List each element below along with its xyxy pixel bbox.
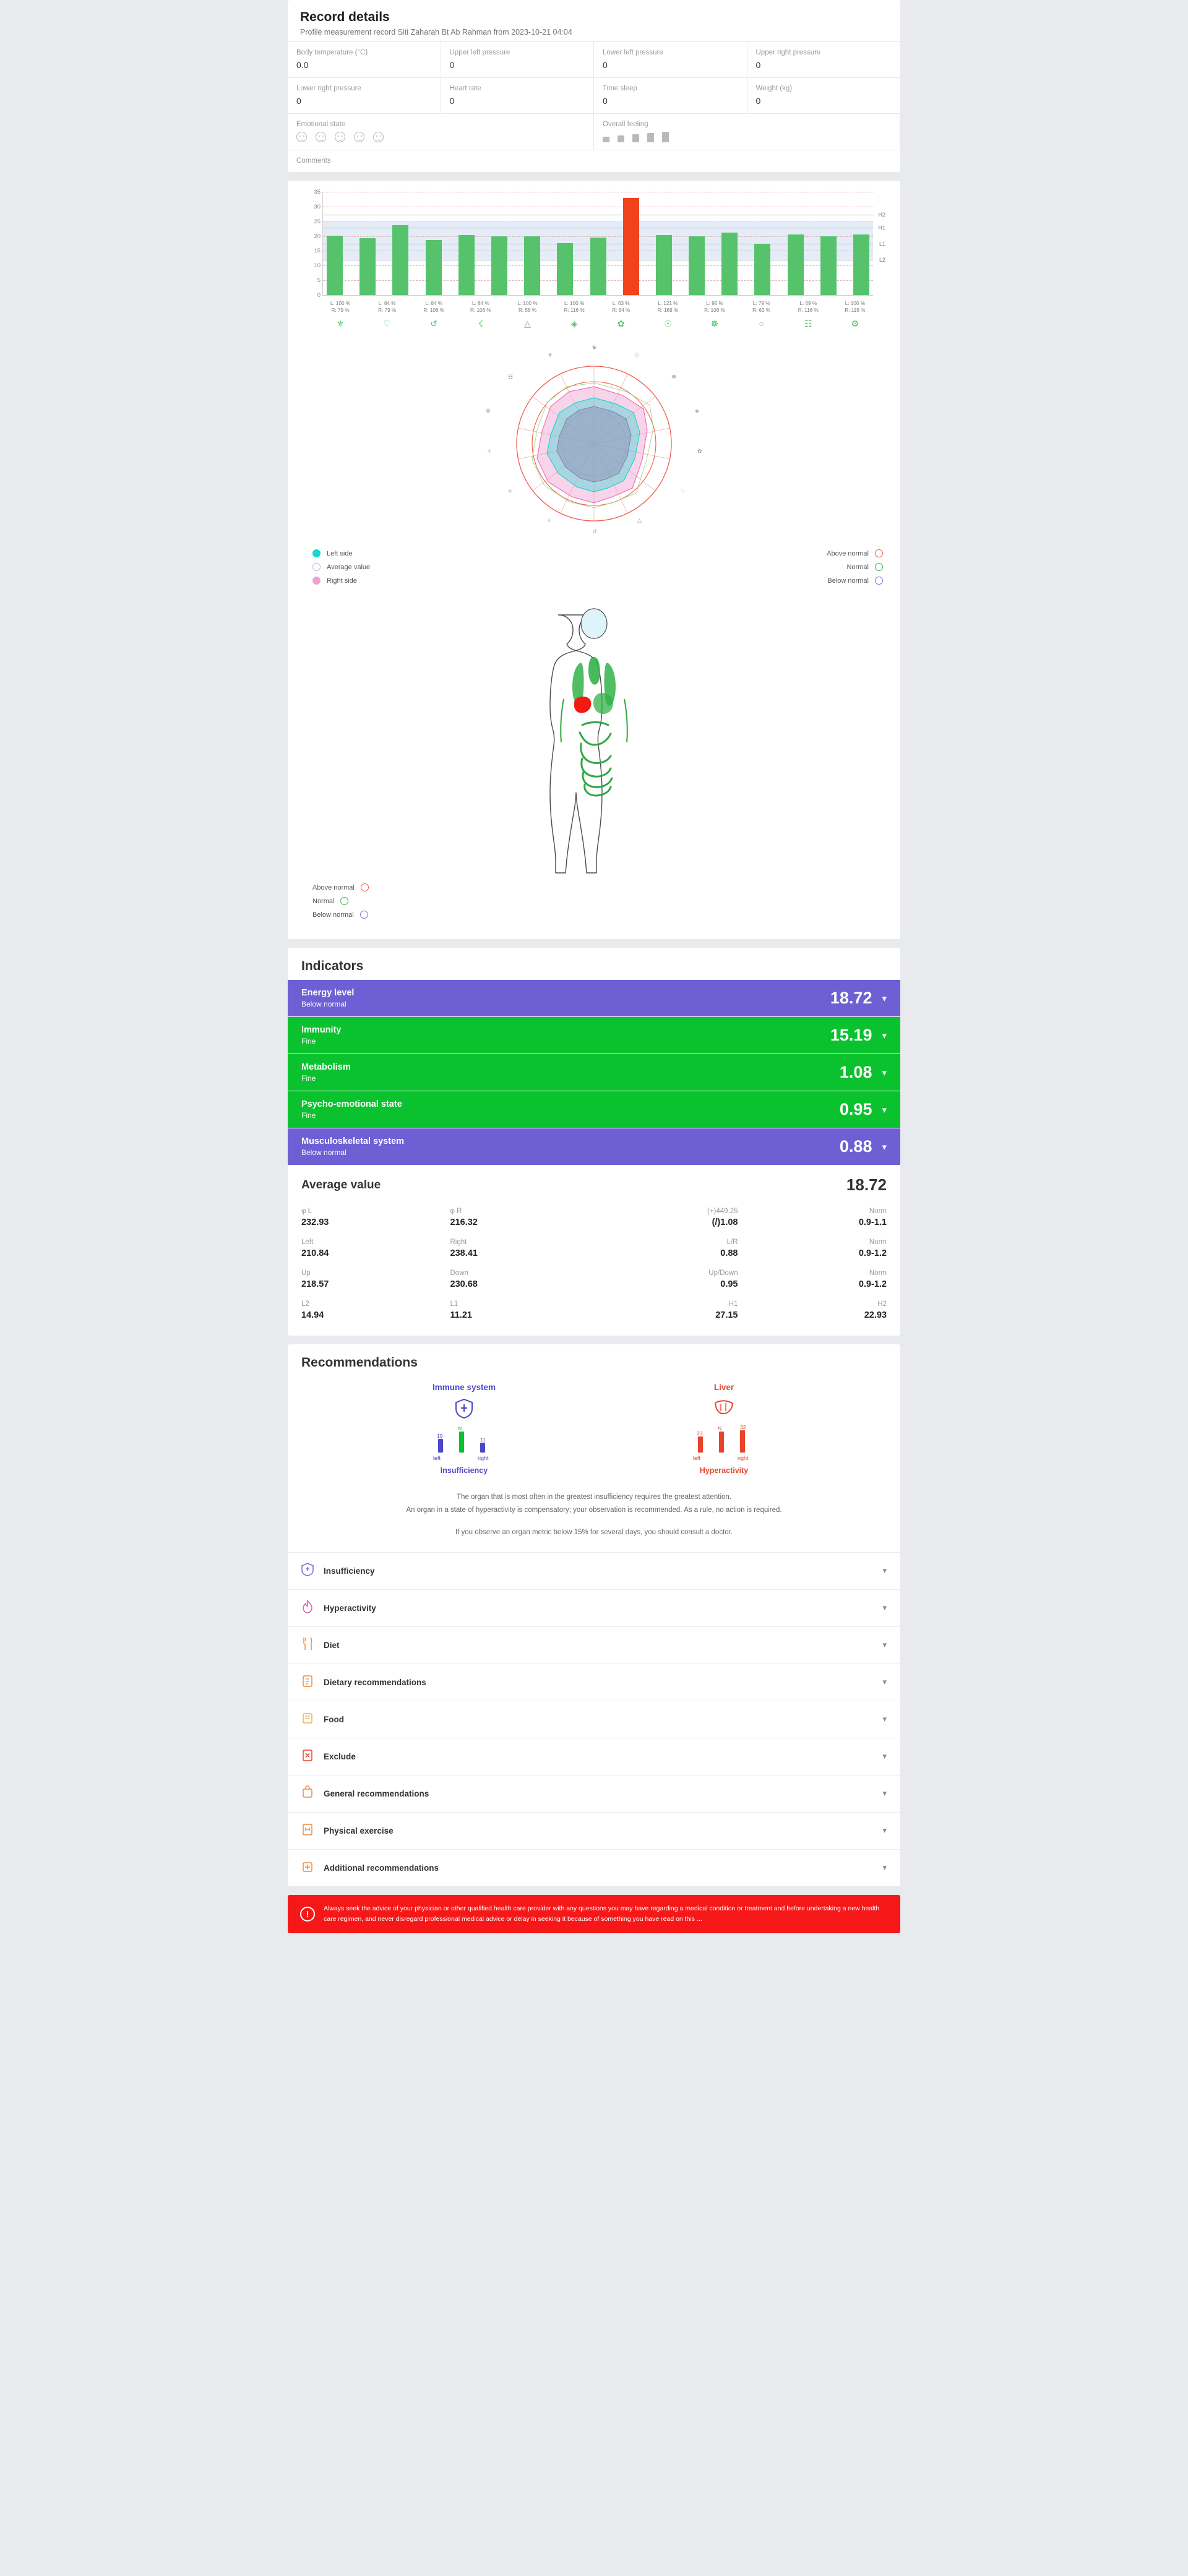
smiley-icon[interactable] <box>373 132 384 142</box>
recommendations-title: Recommendations <box>301 1355 418 1370</box>
bar-label: L: 79 % R: 63 % <box>752 301 771 314</box>
accordion-item-additional-recommendations[interactable] <box>288 1849 900 1886</box>
cutlery-icon <box>301 1637 314 1654</box>
radar-axis-label: ↺ <box>592 528 597 535</box>
field-label: Weight (kg) <box>755 85 793 92</box>
stat-l1: L1 11.21 <box>450 1300 472 1321</box>
mini-bar-right <box>740 1430 745 1453</box>
clipboard-icon <box>301 1674 314 1691</box>
liver-icon <box>650 1398 798 1419</box>
mini-bar-left <box>438 1439 443 1453</box>
bar-label: L: 121 % R: 169 % <box>657 301 679 314</box>
shield-icon <box>390 1398 538 1419</box>
legend-item-below-normal <box>827 577 883 585</box>
bar-label: L: 84 % R: 106 % <box>470 301 491 314</box>
legend-ring-icon <box>875 577 883 585</box>
field-value: 0 <box>755 60 761 70</box>
accordion-label: Hyperactivity <box>324 1603 376 1613</box>
body-map <box>288 604 900 878</box>
emotional-state-options[interactable] <box>296 132 585 142</box>
legend-label: Normal <box>846 563 869 571</box>
field-label: Overall feeling <box>603 121 648 128</box>
bar[interactable] <box>721 233 738 295</box>
bar[interactable] <box>426 240 442 295</box>
legend-item-above-normal <box>827 549 883 557</box>
field-value: 0 <box>603 96 608 106</box>
chevron-down-icon[interactable]: ▾ <box>882 1751 887 1761</box>
y-tick: 30 <box>314 203 321 210</box>
legend-label: Average value <box>327 563 371 571</box>
legend-ring-icon <box>361 883 369 891</box>
legend-label: Left side <box>327 549 353 557</box>
chevron-down-icon[interactable]: ▾ <box>882 1826 887 1835</box>
mini-bar-norm <box>719 1432 724 1453</box>
disclaimer-text: Always seek the advice of your physician or other qualified health care provider with any questions you may have regarding a medical condition or treatment and before undertaking a new health care regimen, and never disregard professional medical advice or delay in seeking it because of something you have read on this ... <box>324 1904 880 1923</box>
y-tick: 35 <box>314 189 321 195</box>
bar[interactable] <box>327 236 343 295</box>
indicators-card <box>288 948 900 1336</box>
organ-icon-intestine[interactable]: ↺ <box>430 319 438 329</box>
accordion-item-food[interactable] <box>288 1701 900 1738</box>
mini-bar-left <box>698 1436 703 1453</box>
stat-phi-right: φ R 216.32 <box>450 1208 478 1228</box>
chevron-down-icon[interactable]: ▾ <box>882 1603 887 1613</box>
organ-status: Insufficiency <box>440 1466 488 1475</box>
organ-icon-endocrine[interactable]: ☸ <box>710 319 719 329</box>
chevron-down-icon[interactable]: ▾ <box>882 1640 887 1650</box>
bar-label: L: 100 % R: 116 % <box>564 301 585 314</box>
mini-bar-right <box>480 1443 485 1453</box>
indicator-state: Below normal <box>301 1000 346 1009</box>
chevron-down-icon[interactable]: ▾ <box>882 1863 887 1873</box>
organ-icon-kidney[interactable]: ✿ <box>617 319 625 329</box>
exercise-icon <box>301 1823 314 1839</box>
indicator-state: Fine <box>301 1074 316 1083</box>
organ-mini-chart-immune: 19 N 11 left right <box>433 1425 489 1462</box>
bar-chart-x-labels <box>322 300 873 314</box>
field-label: Lower left pressure <box>603 49 663 56</box>
bar[interactable] <box>524 236 540 295</box>
organ-icon-heart[interactable]: ♡ <box>383 319 391 329</box>
accordion-label: Dietary recommendations <box>324 1677 426 1687</box>
bar-label: L: 106 % R: 116 % <box>845 301 866 314</box>
field-time-sleep[interactable] <box>594 78 747 114</box>
chevron-down-icon[interactable]: ▾ <box>882 1566 887 1576</box>
radar-axis-label: ⚛ <box>507 488 513 495</box>
indicator-state: Fine <box>301 1111 316 1120</box>
radar-legend-right <box>827 549 883 590</box>
radar-axis-label: ☷ <box>508 374 514 380</box>
organ-summary-row <box>288 1374 900 1477</box>
field-upper-right-pressure[interactable] <box>747 42 901 78</box>
organ-mini-chart-liver: 23 N 32 left right <box>693 1424 749 1462</box>
radar-legend-left <box>312 549 370 590</box>
legend-label: Normal <box>312 897 335 905</box>
bar[interactable] <box>754 244 770 295</box>
stat-h2: H2 22.93 <box>864 1300 887 1321</box>
bar[interactable] <box>590 238 606 295</box>
bar-label: L: 100 % R: 58 % <box>517 301 538 314</box>
shield-icon <box>301 1563 314 1579</box>
organ-icon-bladder[interactable]: ○ <box>759 319 764 329</box>
stat-norm-1: Norm 0.9-1.1 <box>858 1208 887 1228</box>
field-body-temperature[interactable] <box>288 42 441 78</box>
legend-ring-icon <box>875 563 883 571</box>
bar-label: L: 84 % R: 79 % <box>378 301 397 314</box>
organ-icon-spleen[interactable]: ◈ <box>570 319 578 329</box>
field-emotional-state[interactable] <box>288 114 594 150</box>
record-fields-grid <box>288 41 900 172</box>
legend-item-right-side <box>312 577 370 585</box>
bar[interactable] <box>656 235 672 295</box>
field-value: 0.0 <box>296 60 309 70</box>
medical-disclaimer-banner <box>288 1895 900 1934</box>
field-value: 0 <box>449 96 455 106</box>
bar[interactable] <box>359 238 376 295</box>
accordion-label: Diet <box>324 1640 340 1650</box>
stat-right: Right 238.41 <box>450 1239 478 1259</box>
organ-bar-chart <box>288 181 900 335</box>
organ-card-immune-system[interactable] <box>390 1383 538 1475</box>
chevron-down-icon[interactable]: ▾ <box>882 1714 887 1724</box>
y-tick: 15 <box>314 247 321 255</box>
chevron-down-icon[interactable]: ▾ <box>882 1104 887 1115</box>
field-heart-rate[interactable] <box>441 78 595 114</box>
stat-up-over-down: Up/Down 0.95 <box>708 1269 738 1290</box>
legend-ring-icon <box>875 549 883 557</box>
legend-item-normal <box>827 563 883 571</box>
bar-label: L: 84 % R: 106 % <box>423 301 445 314</box>
accordion-label: Physical exercise <box>324 1826 394 1835</box>
indicator-value: 15.19 <box>830 1026 872 1045</box>
visualizations-card <box>288 181 900 939</box>
legend-item-average-value <box>312 563 370 571</box>
indicator-value: 0.95 <box>839 1100 872 1119</box>
bar[interactable] <box>491 236 507 295</box>
stat-up: Up 218.57 <box>301 1269 329 1290</box>
legend-label: Above normal <box>312 883 355 891</box>
stat-sum-ratio: (+)449.25 (/)1.08 <box>707 1208 738 1228</box>
accordion-item-insufficiency[interactable] <box>288 1552 900 1589</box>
radar-legend <box>288 546 900 604</box>
radar-axis-label: ⚛ <box>487 448 493 455</box>
radar-svg <box>449 341 739 546</box>
accordion-item-dietary-recommendations[interactable] <box>288 1664 900 1701</box>
record-details-card <box>288 0 900 172</box>
y-tick: 20 <box>314 233 321 240</box>
field-lower-left-pressure[interactable] <box>594 42 747 78</box>
smiley-icon[interactable] <box>354 132 364 142</box>
legend-item-below-normal <box>312 911 900 919</box>
body-map-legend <box>288 878 900 939</box>
indicator-value: 1.08 <box>839 1063 872 1082</box>
recommendations-card <box>288 1344 900 1886</box>
additional-icon <box>301 1860 314 1876</box>
field-lower-right-pressure[interactable] <box>288 78 441 114</box>
accordion-label: Food <box>324 1714 344 1724</box>
indicator-row-musculoskeletal-system[interactable] <box>288 1128 900 1165</box>
chevron-down-icon[interactable]: ▾ <box>882 1788 887 1798</box>
organ-title: Liver <box>713 1383 734 1393</box>
legend-dot-icon <box>312 563 321 571</box>
radar-axis-label: ☯ <box>592 344 598 351</box>
flame-icon <box>301 1600 314 1616</box>
indicator-row-immunity[interactable] <box>288 1017 900 1054</box>
legend-ring-icon <box>360 911 368 919</box>
bar[interactable] <box>788 234 804 295</box>
organ-icon-row <box>322 319 873 329</box>
field-label: Heart rate <box>449 85 481 92</box>
recommendations-note: The organ that is most often in the greatest insufficiency requires the greatest attention. An organ in a state of hyperactivity is compensatory; your observation is recommended. As a rule, no action is required. <box>406 1493 782 1514</box>
organ-icon-nervous[interactable]: ☉ <box>664 319 672 329</box>
organ-icon-immune[interactable]: ⚙ <box>851 319 859 329</box>
field-comments[interactable] <box>288 150 900 172</box>
field-label: Upper left pressure <box>449 49 510 56</box>
feeling-bar-icon[interactable] <box>632 134 639 142</box>
page-title: Record details <box>300 10 390 24</box>
field-label: Comments <box>296 157 331 165</box>
field-label: Emotional state <box>296 121 346 128</box>
bar-label: L: 95 % R: 106 % <box>704 301 725 314</box>
overall-feeling-options[interactable] <box>603 132 891 142</box>
indicators-title: Indicators <box>301 959 364 974</box>
accordion-item-physical-exercise[interactable] <box>288 1812 900 1849</box>
stat-norm-3: Norm 0.9-1.2 <box>858 1269 887 1290</box>
field-label: Upper right pressure <box>755 49 821 56</box>
bar[interactable] <box>458 235 475 295</box>
statistics-grid <box>288 1202 900 1336</box>
exclamation-icon: ! <box>300 1907 315 1921</box>
radar-axis-label: △ <box>637 517 642 524</box>
bar-series <box>323 192 873 295</box>
indicator-name: Musculoskeletal system <box>301 1136 405 1147</box>
mini-bar-norm <box>459 1432 464 1453</box>
y-tick: 25 <box>314 218 321 225</box>
stat-norm-2: Norm 0.9-1.2 <box>858 1239 887 1259</box>
feeling-bar-icon[interactable] <box>603 137 609 142</box>
indicator-value: 0.88 <box>839 1137 872 1156</box>
indicator-row-metabolism[interactable] <box>288 1054 900 1091</box>
accordion-label: Additional recommendations <box>324 1863 439 1873</box>
bar[interactable] <box>689 236 705 295</box>
accordion-label: Exclude <box>324 1751 356 1761</box>
indicator-row-energy-level[interactable] <box>288 980 900 1016</box>
stat-left: Left 210.84 <box>301 1239 329 1259</box>
reference-line-label-l2: L2 <box>879 256 885 263</box>
indicator-name: Psycho-emotional state <box>301 1099 402 1110</box>
smiley-icon[interactable] <box>296 132 307 142</box>
average-value-row <box>288 1166 900 1202</box>
stat-down: Down 230.68 <box>450 1269 478 1290</box>
legend-label: Right side <box>327 577 357 585</box>
field-weight[interactable] <box>747 78 901 114</box>
average-value-number: 18.72 <box>846 1175 887 1195</box>
accordion-item-hyperactivity[interactable] <box>288 1589 900 1626</box>
indicator-row-psycho-emotional-state[interactable] <box>288 1091 900 1128</box>
field-value: 0 <box>755 96 761 106</box>
field-label: Time sleep <box>603 85 637 92</box>
reference-line-label-l1: L1 <box>879 240 885 247</box>
chevron-down-icon[interactable]: ▾ <box>882 1141 887 1153</box>
field-value: 0 <box>296 96 301 106</box>
bar[interactable] <box>557 243 573 296</box>
field-value: 0 <box>449 60 455 70</box>
accordion-label: Insufficiency <box>324 1566 375 1576</box>
field-overall-feeling[interactable] <box>594 114 900 150</box>
organ-icon-spine[interactable]: ☷ <box>804 319 812 329</box>
record-details-header <box>288 0 900 41</box>
radar-axis-label: ◈ <box>695 408 699 414</box>
legend-item-left-side <box>312 549 370 557</box>
indicator-name: Energy level <box>301 988 355 998</box>
radar-axis-label: ⚙ <box>486 408 491 414</box>
radar-axis-label: ♡ <box>681 488 686 495</box>
legend-item-above-normal <box>312 883 900 891</box>
chevron-down-icon[interactable]: ▾ <box>882 1677 887 1687</box>
bar-label: L: 69 % R: 116 % <box>798 301 819 314</box>
indicator-name: Metabolism <box>301 1062 351 1073</box>
bar-highlight[interactable] <box>623 198 639 295</box>
indicator-state: Below normal <box>301 1148 346 1157</box>
recommendations-note-secondary: If you observe an organ metric below 15% for several days, you should consult a doctor. <box>455 1528 733 1536</box>
radar-axis-label: ☉ <box>634 352 640 359</box>
feeling-bar-icon[interactable] <box>647 133 654 142</box>
field-upper-left-pressure[interactable] <box>441 42 595 78</box>
organ-status: Hyperactivity <box>699 1466 749 1475</box>
radar-axis-label: ☇ <box>548 517 551 524</box>
general-icon <box>301 1785 314 1802</box>
accordion-label: General recommendations <box>324 1788 429 1798</box>
exclude-icon <box>301 1748 314 1765</box>
legend-dot-icon <box>312 549 321 557</box>
field-label: Lower right pressure <box>296 85 361 92</box>
average-value-label: Average value <box>301 1178 381 1191</box>
radar-axis-label: ✿ <box>697 448 702 455</box>
feeling-bar-icon[interactable] <box>662 132 669 142</box>
bar[interactable] <box>853 234 869 295</box>
organ-icon-liver[interactable]: △ <box>524 319 531 329</box>
legend-item-normal <box>312 897 900 905</box>
field-value: 0 <box>603 60 608 70</box>
record-subtitle: Profile measurement record Siti Zaharah Bt Ab Rahman from 2023-10-21 04:04 <box>300 28 572 36</box>
chevron-down-icon[interactable]: ▾ <box>882 1030 887 1041</box>
body-map-svg[interactable] <box>523 606 665 878</box>
bar-label: L: 100 % R: 79 % <box>330 301 351 314</box>
stat-h1: H1 27.15 <box>715 1300 738 1321</box>
chevron-down-icon[interactable]: ▾ <box>882 1067 887 1078</box>
reference-line-label-h1: H1 <box>878 224 885 231</box>
reference-line-label-h2: H2 <box>878 212 885 218</box>
feeling-bar-icon[interactable] <box>618 135 624 142</box>
indicator-state: Fine <box>301 1037 316 1046</box>
organ-title: Immune system <box>432 1383 496 1393</box>
radar-axis-label: ☸ <box>671 374 677 380</box>
stat-l-over-r: L/R 0.88 <box>720 1239 738 1259</box>
organ-card-liver[interactable] <box>650 1383 798 1475</box>
chevron-down-icon[interactable]: ▾ <box>882 993 887 1004</box>
legend-label: Above normal <box>827 549 869 557</box>
bar[interactable] <box>392 225 408 295</box>
stat-phi-left: φ L 232.93 <box>301 1208 329 1228</box>
accordion-item-diet[interactable] <box>288 1626 900 1664</box>
legend-label: Below normal <box>312 911 354 919</box>
accordion-item-exclude[interactable] <box>288 1738 900 1775</box>
legend-label: Below normal <box>827 577 869 585</box>
indicator-value: 18.72 <box>830 989 872 1008</box>
y-tick: 0 <box>317 292 321 299</box>
smiley-icon[interactable] <box>335 132 345 142</box>
indicator-name: Immunity <box>301 1025 342 1036</box>
field-label: Body temperature (°C) <box>296 49 368 56</box>
legend-ring-icon <box>340 897 348 905</box>
food-icon <box>301 1711 314 1728</box>
organ-icon-lungs[interactable]: ⚜ <box>336 319 345 329</box>
accordion-item-general-recommendations[interactable] <box>288 1775 900 1812</box>
legend-dot-icon <box>312 577 321 585</box>
organ-icon-stomach[interactable]: ☇ <box>478 319 483 329</box>
radar-axis-label: ⚜ <box>548 352 553 359</box>
radar-chart <box>288 335 900 546</box>
stat-l2: L2 14.94 <box>301 1300 324 1321</box>
y-tick: 5 <box>317 277 321 285</box>
smiley-icon[interactable] <box>316 132 326 142</box>
bar-chart-plot <box>314 189 885 299</box>
bar[interactable] <box>820 236 837 295</box>
y-tick: 10 <box>314 262 321 270</box>
bar-label: L: 63 % R: 84 % <box>612 301 631 314</box>
